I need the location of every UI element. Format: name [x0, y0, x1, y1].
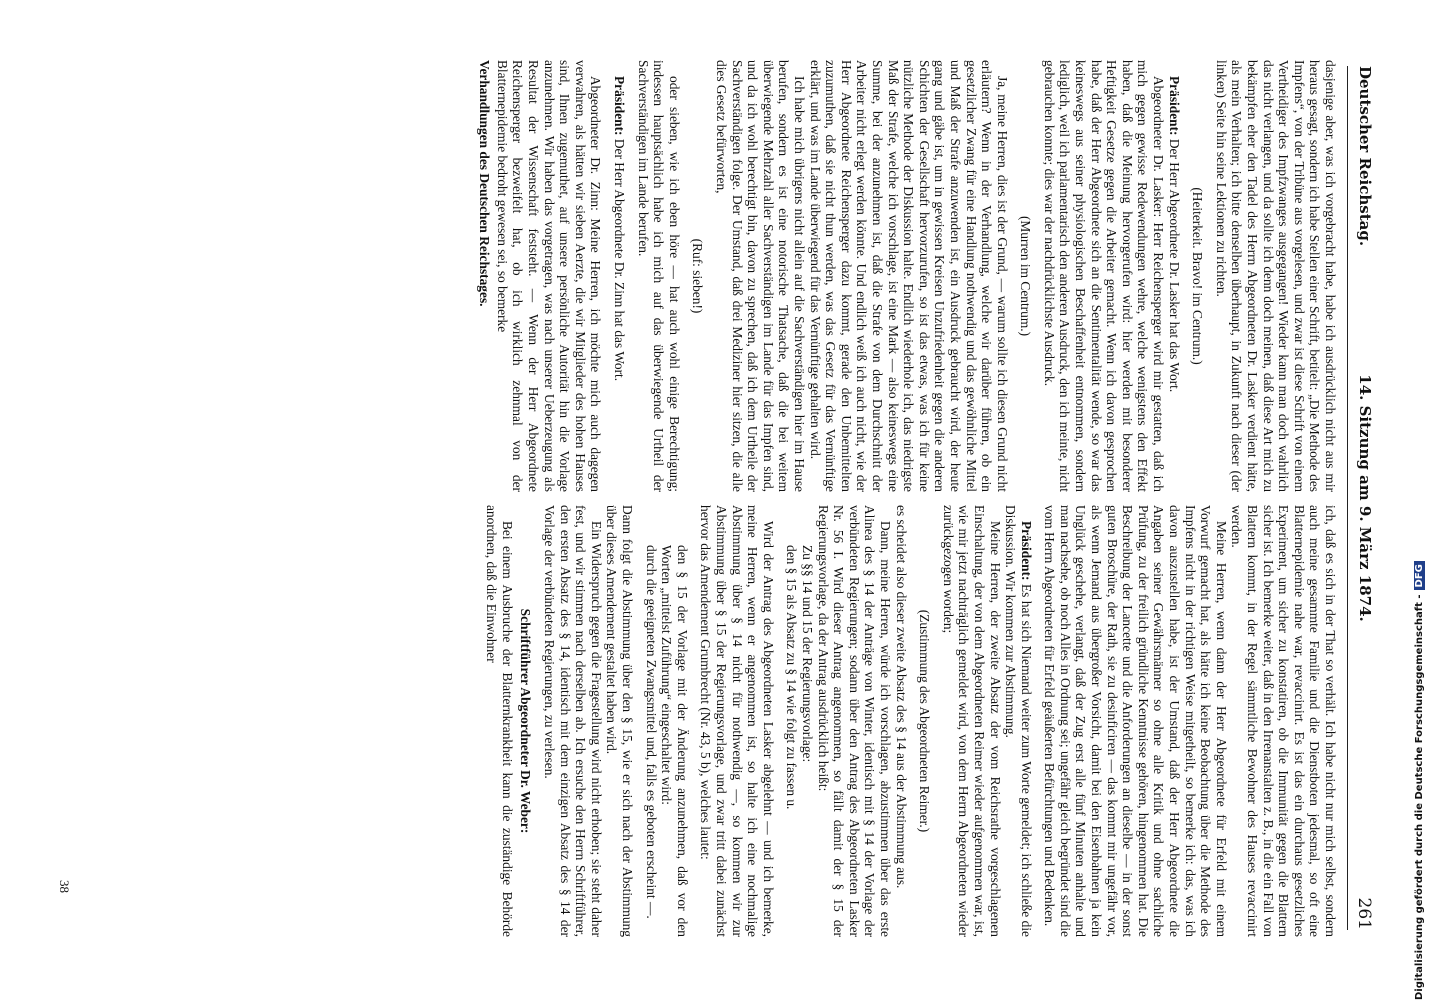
paragraph	[690, 60, 706, 492]
paragraph	[1229, 505, 1338, 937]
paragraph	[1041, 60, 1166, 492]
paragraph-text: (Zustimmung des Abgeordneten Reimer.)	[917, 609, 933, 833]
speaker-label: Schriftführer Abgeordneter Dr. Weber:	[518, 608, 534, 834]
paragraph	[494, 60, 603, 492]
page-footer: Verhandlungen des Deutschen Reichstages.	[477, 60, 493, 307]
paragraph	[807, 60, 1010, 492]
paragraph	[784, 505, 800, 937]
paragraph	[1166, 60, 1182, 492]
header-session: 14. Sitzung am 9. März 1874.	[1356, 374, 1374, 622]
header-page-number: 261	[1354, 897, 1374, 930]
paragraph	[1042, 505, 1229, 937]
digitization-credit: Digitalisierung gefördert durch die Deutsche Forschungsgemeinschaft -	[1414, 594, 1425, 1000]
paragraph-text: ich, daß es sich in der That so verhält. Ich habe nicht nur mich selbst, sondern auch meine gesammte Familie und die Dienstboten jedesmal, so oft eine Blatternepidemie nahe war, revaccinirt. Es ist das ein durchaus gesetzliches Experiment, um sicher zu konstatiren, ob die Immunität gegen die Blattern sicher ist. Ich bemerke weiter, daß in den Irrenanstalten z. B., in die ein Fall von Blattern kommt, in der Regel sämmtliche Bewohner des Hauses revaccinirt werden.	[1229, 505, 1338, 937]
paragraph	[542, 505, 604, 937]
paragraph-text: oder sieben, wie ich eben höre — hat auch wohl einige Berechtigung; indessen hauptsächlich habe ich mich auf das überwiegende Urtheil der Sachverständigen im Lande berufen.	[635, 60, 682, 492]
paragraph-text: Ja, meine Herren, dies ist der Grund, — warum sollte ich diesen Grund nicht erläutern? Wenn in der Verhandlung, welche wir darüber führen, ob ein gesetzlicher Zwang für eine Handlung nothwendig und das gewöhnliche Mittel und Maß der Strafe anzuwenden ist, ein Ausdruck gebraucht wird, der heute gang und gäbe ist, um in gewissen Kreisen Unzufriedenheit gegen die anderen Schichten der Gesellschaft hervorzurufen, so ist das etwas, was ich für keine nützliche Methode der Diskussion halte. Endlich wiederhole ich, das niedrigste Maß der Strafe, welche ich vorschlage, ist eine Mark — also keineswegs eine Summe, bei der anzunehmen ist, daß die Strafe von dem Durchschnitt der Arbeiter nicht erlegt werden könnte. Und endlich weiß ich auch nicht, wie der Herr Abgeordnete Reichensperger dazu kommt, gerade den Unbemittelten zuzumuthen, daß sie nicht thun werden, was das Gesetz für das Vernünftige erklärt, und was im Lande überwiegend für das Vernünftige gehalten wird.	[807, 60, 1010, 492]
paragraph	[484, 505, 515, 937]
paragraph-text: den § 15 der Vorlage mit der Änderung anzunehmen, daß vor den Worten „mittelst Zuführung“ eingeschaltet wird:	[659, 545, 690, 937]
dfg-logo: DFG	[1414, 561, 1425, 590]
paragraph-text: den § 15 als Absatz zu § 14 wie folgt zu fassen u.	[784, 545, 800, 810]
digitization-note	[1410, 0, 1432, 1000]
paragraph	[799, 505, 815, 937]
header-publication: Deutscher Reichstag.	[1356, 66, 1374, 247]
paragraph-text: durch die geeigneten Zwangsmittel und, falls es geboten erscheint —.	[643, 545, 659, 919]
paragraph	[1003, 505, 1034, 937]
paragraph	[659, 505, 690, 937]
paragraph	[1190, 60, 1206, 492]
paragraph-text: Dann, meine Herren, würde ich vorschlagen, abzustimmen über das erste Alinea des § 14 der Anträge von Winter, identisch mit § 14 der Vorlage der verbündeten Regierungen; sodann über den Antrag des Abgeordneten Lasker Nr. 56 I. Wird dieser Antrag angenommen, so fällt damit der § 15 der Regierungsvorlage, da der Antrag ausdrücklich heißt:	[815, 505, 893, 937]
paragraph-text: Bei einem Ausbruche der Blatternkrankheit kann die zuständige Behörde anordnen, daß die Einwohner	[484, 505, 515, 937]
paragraph	[611, 60, 627, 492]
paragraph-text: Abgeordneter Dr. Zinn: Meine Herren, ich möchte mich auch dagegen verwahren, als hätten wir sieben Aerzte, die wir Mitglieder des hohen Hauses sind, Ihnen zugemuthet, auf unsere persönliche Autorität hin die Vorlage anzunehmen. Wir haben das vorgetragen, was nach unserer Ueberzeugung als Resultat der Wissenschaft feststeht. — Wenn der Herr Abgeordnete Reichensperger bezweifelt hat, ob ich wirklich zehnmal von der Blatternepidemie bedroht gewesen sei, so bemerke	[494, 60, 604, 492]
paragraph	[518, 505, 534, 937]
paragraph	[815, 505, 893, 937]
paragraph-text: Wird der Antrag des Abgeordneten Lasker abgelehnt — und ich bemerke, meine Herren, wenn er angenommen ist, so halte ich eine nochmalige Abstimmung über § 14 nicht für nothwendig —, so kommen wir zur Abstimmung über § 15 der Regierungsvorlage, und zwar tritt dabei zunächst hervor das Amendement Grumbrecht (Nr. 43, 5 b), welches lautet:	[698, 505, 776, 937]
text-column-right	[78, 505, 1338, 937]
paragraph-text: Der Herr Abgeordnete Dr. Zinn hat das Wort.	[612, 135, 628, 382]
speaker-label: Präsident:	[612, 76, 628, 136]
paragraph-text: Zu §§ 14 und 15 der Regierungsvorlage:	[800, 545, 815, 763]
signature-number: 38	[57, 880, 72, 893]
paragraph-text: Meine Herren, wenn dann der Herr Abgeordnete für Erfeld mit einem Vorwurf gemacht hat, als hätte ich keine Beobachtung über die Methode des Impfens nicht in der richtigen Weise mitgetheilt, so bemerke ich: das, was ich davon auszustellen habe, ist der Umstand, daß der Herr Abgeordnete die Angaben seiner Gewährsmänner so ohne alle Kritik und ohne sachliche Prüfung, zu der freilich gründliche Kenntnisse gehören, hingenommen hat. Die Beschreibung der Lancette und die Anforderungen an dieselbe — in der sonst guten Broschüre, der Rath, sie zu desinficiren — das kommt mir ungefähr vor, als wenn Jemand aus übergroßer Vorsicht, damit bei den Eisenbahnen ja kein Unglück geschehe, verlangt, daß der Zug erst alle fünf Minuten anhalte und man nachsehe, ob noch Alles in Ordnung sei; ungefähr gleich begründet sind die vom Herrn Abgeordneten für Erfeld geäußerten Befürchtungen und Bedenken.	[1042, 505, 1229, 937]
paragraph-text: (Ruf: sieben!)	[690, 238, 706, 314]
paragraph	[940, 505, 1002, 937]
paragraph-text: Meine Herren, der zweite Absatz der vom Reichsrathe vorgeschlagenen Einschaltung, der von dem Abgeordneten Reimer wieder aufgenommen war, ist, wie mir jetzt nachträglich gemeldet wird, von dem Herrn Abgeordneten wieder zurückgezogen worden;	[940, 505, 1003, 937]
paragraph-text: (Heiterkeit. Bravo! im Centrum.)	[1190, 187, 1206, 365]
paragraph	[643, 505, 659, 937]
paragraph	[713, 60, 807, 492]
paragraph	[635, 60, 682, 492]
paragraph-text: Ein Widerspruch gegen die Fragestellung wird nicht erhoben; sie steht daher fest, und wir stimmen nach derselben ab. Ich ersuche den Herrn Schriftführer, den ersten Absatz des § 14, identisch mit dem einzigen Absatz des § 14 der Vorlage der verbündeten Regierungen, zu verlesen.	[542, 505, 604, 937]
speaker-label: Präsident:	[1018, 521, 1034, 581]
paragraph	[604, 505, 635, 937]
paragraph-text: dasjenige aber, was ich vorgebracht habe, habe ich ausdrücklich nicht aus mir heraus gesagt, sondern ich habe Stellen einer Schrift, betitelt: „Die Methode des Impfens“, von der Tribüne aus vorgelesen, und zwar ist diese Schrift von einem Vertheidiger des Impfzwanges ausgegangen! Wieder kann man doch wahrlich das nicht verlangen, und da sollte ich denn doch meinen, daß diese Art mich zu bekämpfen eher den Tadel des Herrn Abgeordneten Dr. Lasker verdient hätte, als mein Verhalten; ich bitte denselben überhaupt, in Zukunft nach dieser (der linken) Seite hin seine Lektionen zu richten.	[1213, 60, 1338, 492]
paragraph-text: Es hat sich Niemand weiter zum Worte gemeldet; ich schließe die Diskussion. Wir kommen zur Abstimmung.	[1003, 505, 1034, 937]
paragraph	[1213, 60, 1338, 492]
text-column-left	[78, 60, 1338, 492]
digitization-note-text	[1414, 20, 1425, 1000]
header-rule	[1347, 66, 1348, 930]
paragraph-text: (Murren im Centrum.)	[1018, 215, 1034, 337]
page-header	[1354, 66, 1374, 930]
paragraph	[893, 505, 909, 937]
paragraph-text: Der Herr Abgeordnete Dr. Lasker hat das Wort.	[1166, 135, 1182, 393]
paragraph-text: Abgeordneter Dr. Lasker: Herr Reichensperger wird mir gestatten, daß ich mich gegen gewisse Redewendungen wehre, welche wenigstens den Effekt haben, daß die Meinung hervorgerufen wird: hier werden mit besonderer Heftigkeit Gesetze gegen die Arbeiter gemacht. Wenn ich davon gesprochen habe, daß der Herr Abgeordnete sich an die Sentimentalität wende, so war das keineswegs aus seiner physiologischen Beschaffenheit entnommen, sondern lediglich, weil ich parlamentarisch den anderen Ausdruck, den ich meinte, nicht gebrauchen konnte; dies war der nachdrücklichste Ausdruck.	[1041, 60, 1167, 492]
paragraph-text: es scheidet also dieser zweite Absatz des § 14 aus der Abstimmung aus.	[893, 505, 909, 889]
speaker-label: Präsident:	[1166, 76, 1182, 136]
paragraph	[1018, 60, 1034, 492]
paragraph	[698, 505, 776, 937]
paragraph-text: Ich habe mich übrigens nicht allein auf die Sachverständigen hier im Hause berufen, sondern es ist eine notorische Thatsache, daß die bei weitem überwiegende Mehrzahl aller Sachverständigen im Lande für das Impfen sind, und da ich wohl berechtigt bin, davon zu sprechen, daß ich dem Urtheile der Sachverständigen folge. Der Umstand, daß drei Mediziner hier sitzen, die alle dies Gesetz befürworten,	[714, 60, 807, 492]
paragraph-text: Dann folgt die Abstimmung über den § 15, wie er sich nach der Abstimmung über dieses Amendement gestaltet haben wird.	[604, 505, 636, 937]
paragraph	[917, 505, 933, 937]
